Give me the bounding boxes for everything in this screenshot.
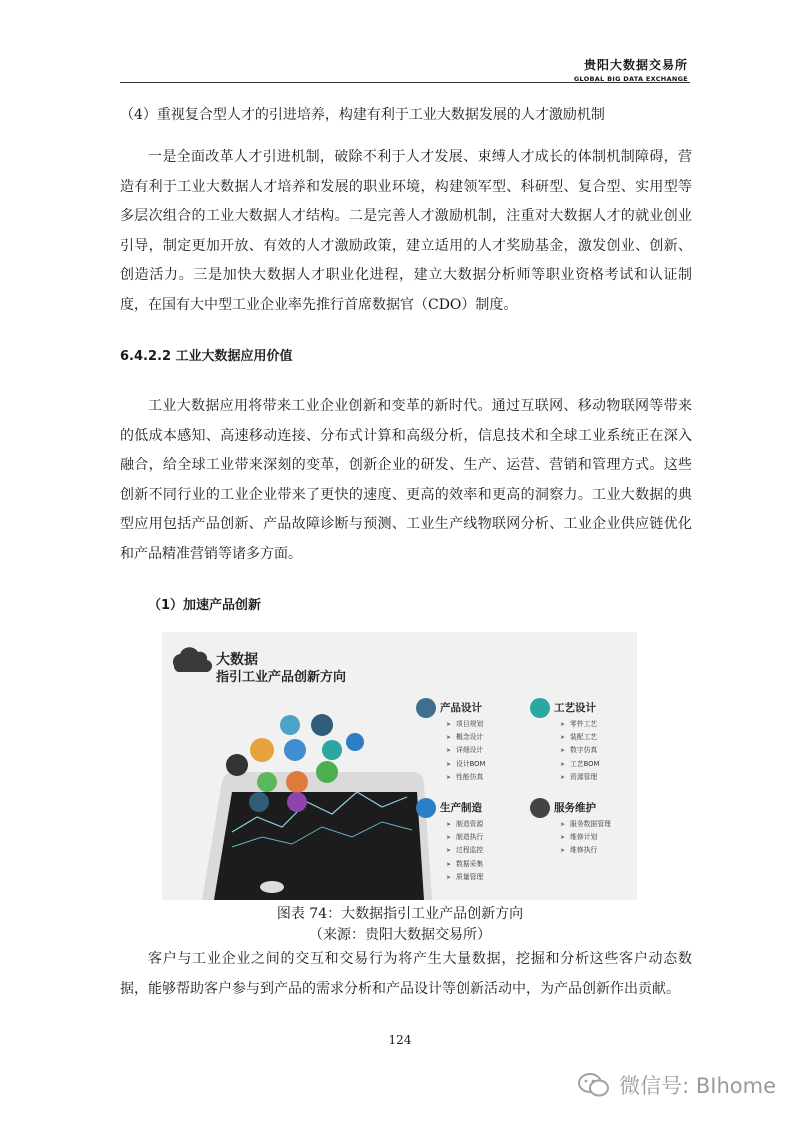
brand-name-en: GLOBAL BIG DATA EXCHANGE — [573, 75, 688, 83]
data-bubble-icon — [257, 772, 277, 792]
list-item: ➤ 工艺BOM — [560, 759, 600, 768]
data-bubble-icon — [316, 761, 338, 783]
block-items — [560, 718, 599, 784]
header-brand — [574, 56, 688, 83]
list-item: ➤ 概念设计 — [446, 733, 484, 742]
figure-source: （来源：贵阳大数据交易所） — [309, 927, 491, 943]
data-bubble-icon — [322, 740, 342, 760]
block-items — [560, 818, 611, 858]
header-divider — [120, 82, 690, 83]
data-bubble-icon — [287, 792, 307, 812]
data-bubble-icon — [346, 733, 364, 751]
section-4-heading: （4）重视复合型人才的引进培养，构建有利于工业大数据发展的人才激励机制 — [120, 107, 605, 123]
list-item: ➤ 制造资源 — [446, 820, 484, 828]
cloud-icon — [173, 647, 212, 672]
data-bubble-icon — [311, 714, 333, 736]
figure-caption: 图表 74：大数据指引工业产品创新方向 — [276, 906, 524, 922]
cart-icon — [530, 798, 550, 818]
wechat-watermark — [577, 1070, 776, 1100]
pen-icon — [416, 698, 436, 718]
figure-title-line1: 大数据 — [216, 652, 258, 668]
closing-paragraph: 客户与工业企业之间的交互和交易行为将产生大量数据，挖掘和分析这些客户动态数据，能够帮助客户参与到产品的需求分析和产品设计等创新活动中，为产品创新作出贡献。 — [120, 951, 692, 997]
page-number: 124 — [388, 1033, 412, 1047]
list-item: ➤ 零件工艺 — [560, 720, 598, 728]
data-bubble-icon — [280, 715, 300, 735]
list-item: ➤ 项目规划 — [446, 720, 484, 728]
list-item: ➤ 质量管理 — [446, 872, 484, 881]
data-bubble-icon — [250, 738, 274, 762]
watermark-text: 微信号: BIhome — [619, 1074, 776, 1098]
list-item: ➤ 性能仿真 — [446, 772, 484, 781]
block-title: 生产制造 — [440, 802, 482, 814]
list-item: ➤ 数字仿真 — [560, 746, 598, 755]
list-item: ➤ 设计BOM — [446, 759, 486, 768]
block-items — [446, 718, 485, 784]
list-item: ➤ 数据采集 — [446, 859, 484, 868]
data-bubble-icon — [249, 792, 269, 812]
block-title: 服务维护 — [554, 802, 596, 814]
brand-name-cn: 贵阳大数据交易所 — [583, 58, 688, 72]
list-item: ➤ 装配工艺 — [560, 733, 598, 742]
subsection-paragraph: 工业大数据应用将带来工业企业创新和变革的新时代。通过互联网、移动物联网等带来的低成本感知、高速移动连接、分布式计算和高级分析，信息技术和全球工业系统正在深入融合，给全球工业带来深刻的变革，创新企业的研发、生产、运营、营销和管理方式。这些创新不同行业的工业企业带来了更快的速度、更高的效率和更高的洞察力。工业大数据的典型应用包括产品创新、产品故障诊断与预测、工业生产线物联网分析、工业企业供应链优化和产品精准营销等诸多方面。 — [120, 398, 692, 562]
figure-title-line2: 指引工业产品创新方向 — [216, 670, 347, 685]
smartphone-illustration — [202, 772, 432, 900]
list-item: ➤ 资源管理 — [560, 772, 598, 781]
section-1-heading: （1）加速产品创新 — [148, 598, 262, 613]
list-item: ➤ 维修执行 — [560, 846, 598, 855]
list-item: ➤ 制造执行 — [446, 833, 484, 842]
list-item: ➤ 服务数据管理 — [560, 820, 611, 828]
list-item: ➤ 过程监控 — [446, 846, 484, 855]
phone-icon — [416, 798, 436, 818]
block-title: 工艺设计 — [554, 702, 596, 714]
data-bubble-icon — [226, 754, 248, 776]
data-bubble-icon — [284, 739, 306, 761]
block-items — [446, 818, 483, 884]
figure-image — [162, 632, 637, 900]
document-icon — [530, 698, 550, 718]
subsection-heading: 6.4.2.2 工业大数据应用价值 — [120, 349, 293, 364]
list-item: ➤ 维修计划 — [560, 833, 598, 842]
wechat-icon — [577, 1071, 611, 1099]
block-title: 产品设计 — [440, 702, 482, 714]
data-bubble-icon — [286, 771, 308, 793]
section-4-paragraph: 一是全面改革人才引进机制，破除不利于人才发展、束缚人才成长的体制机制障碍，营造有利于工业大数据人才培养和发展的职业环境，构建领军型、科研型、复合型、实用型等多层次组合的工业大数据人才结构。二是完善人才激励机制，注重对大数据人才的就业创业引导，制定更加开放、有效的人才激励政策，建立适用的人才奖励基金，激发创业、创新、创造活力。三是加快大数据人才职业化进程，建立大数据分析师等职业资格考试和认证制度，在国有大中型工业企业率先推行首席数据官（CDO）制度。 — [120, 149, 692, 313]
list-item: ➤ 详细设计 — [446, 746, 484, 755]
